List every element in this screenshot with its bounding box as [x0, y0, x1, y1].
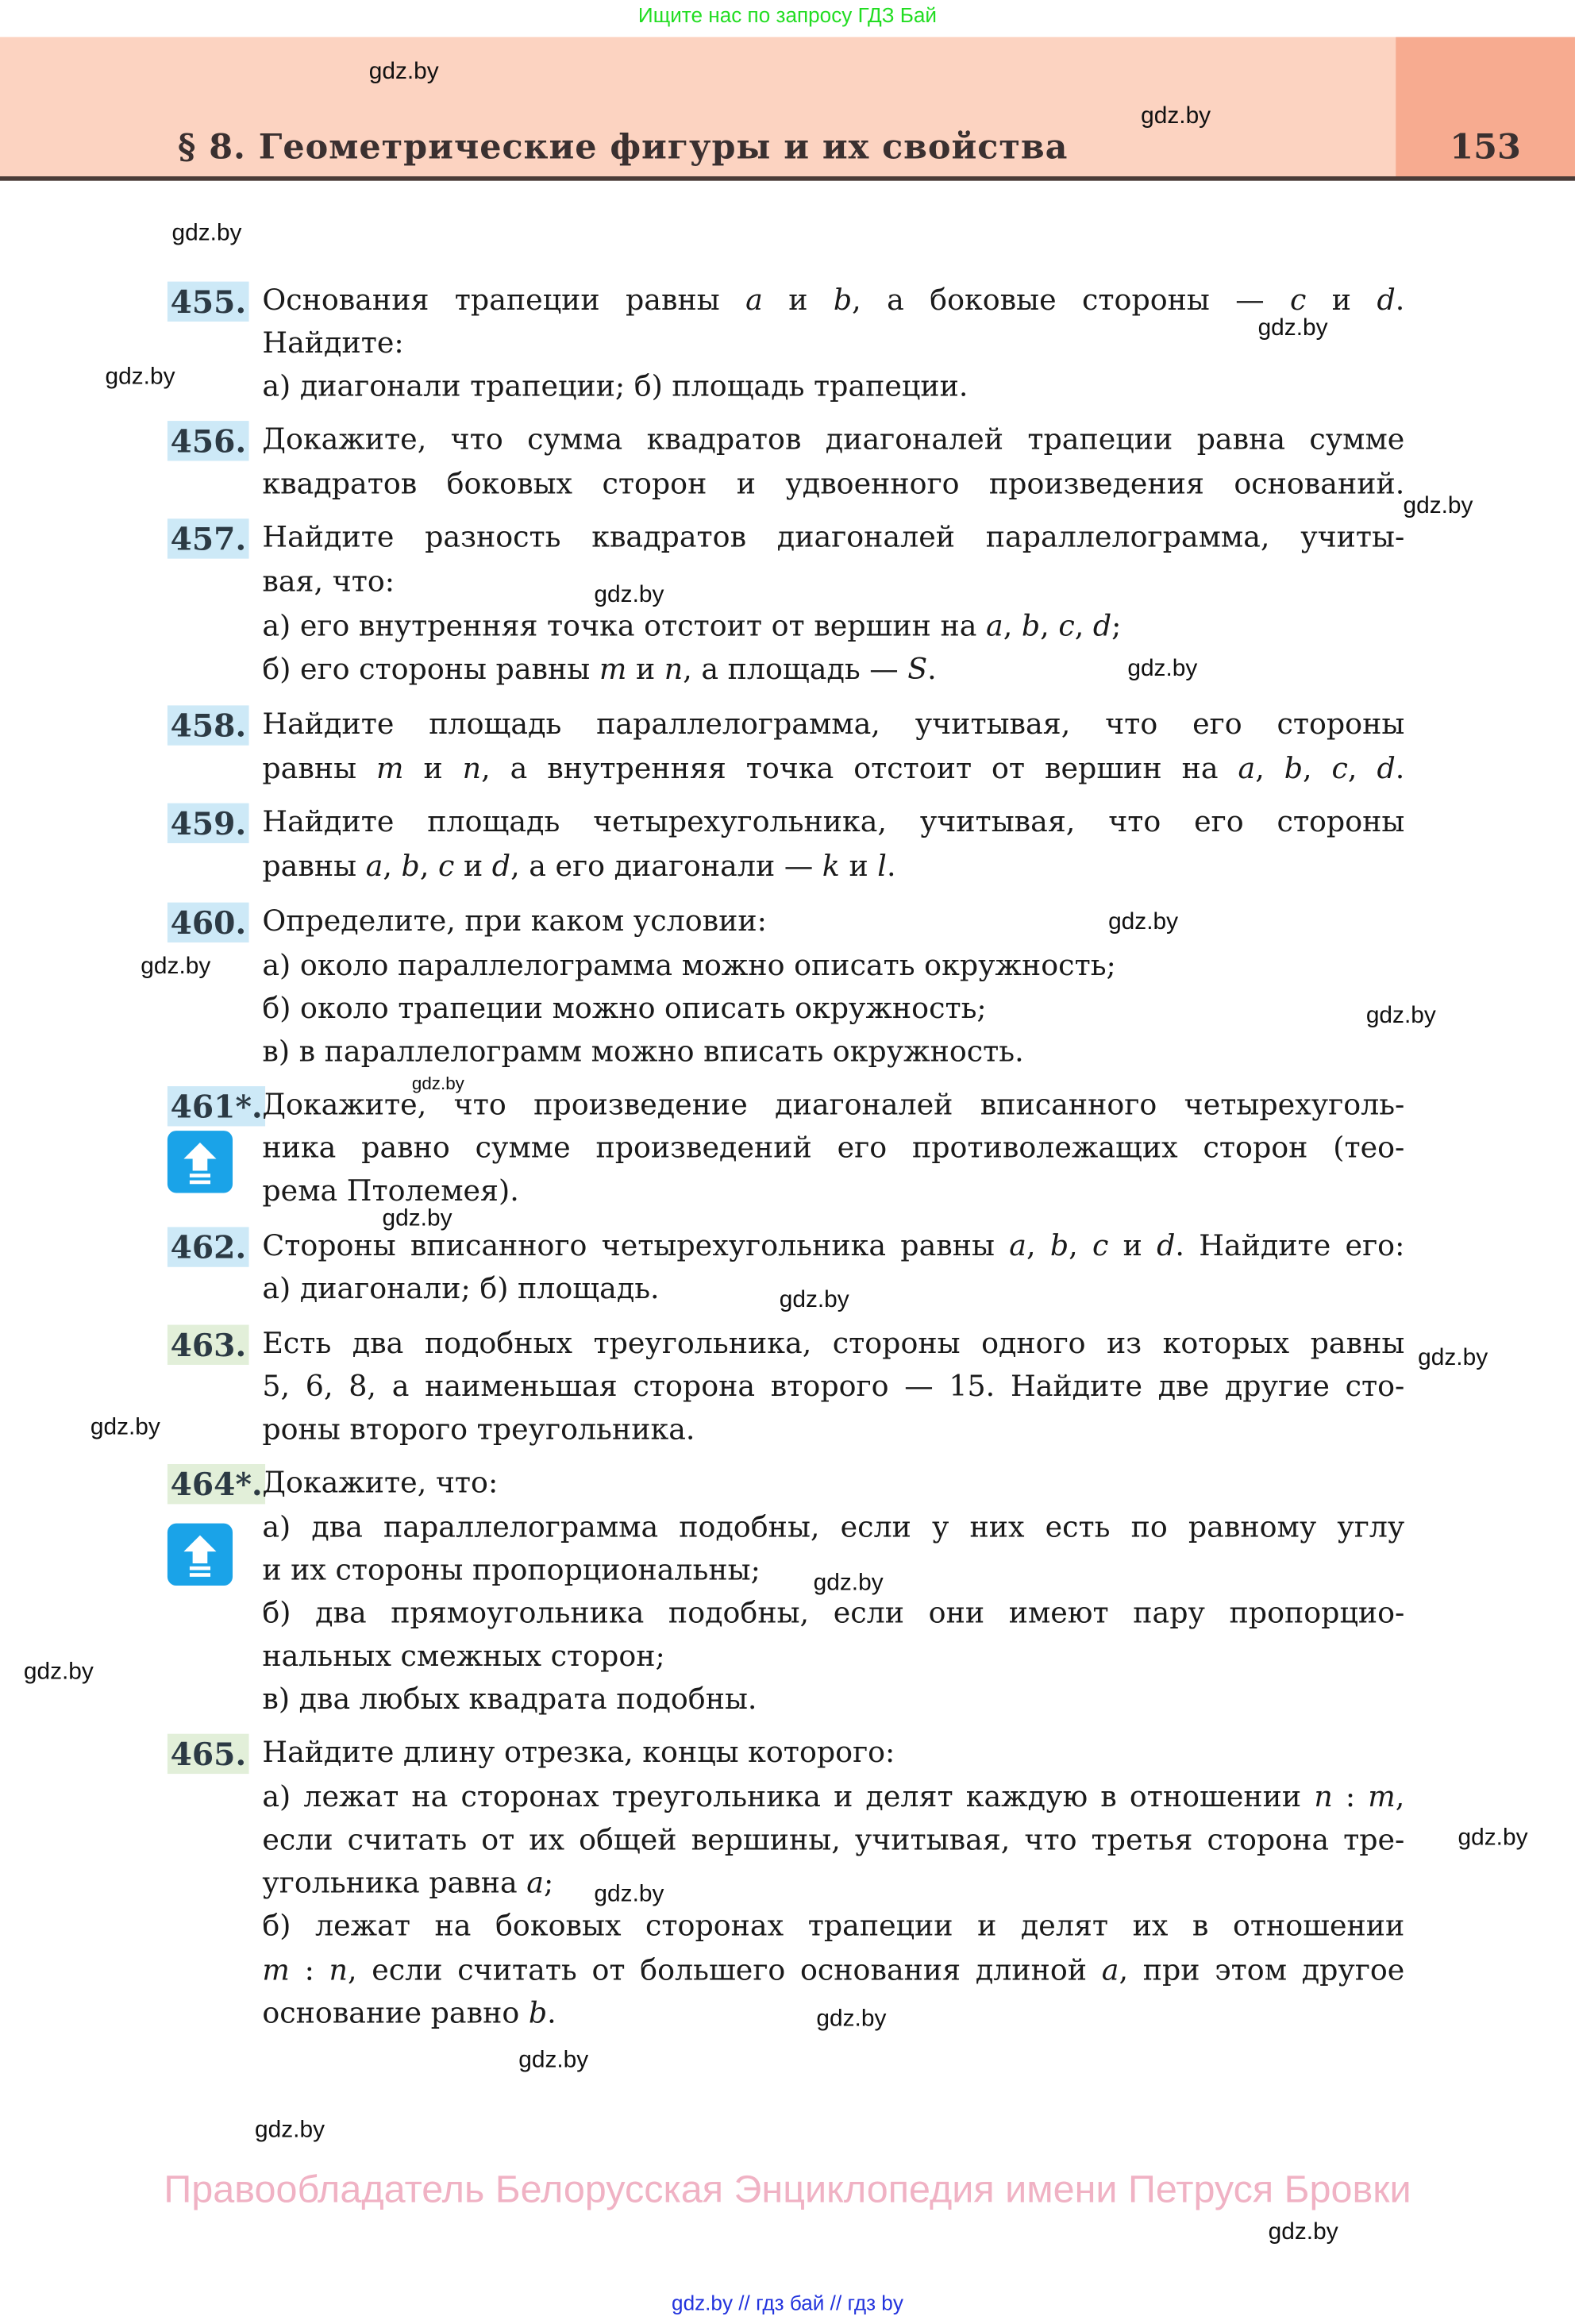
copyright-notice: Правообладатель Белорусская Энциклопедия имени Петруся Бровки: [164, 2166, 1411, 2211]
watermark: gdz.by: [382, 1206, 452, 1231]
page-number: 153: [1450, 127, 1521, 168]
problem-text-line: Найдите площадь четырехугольника, учитывая, что его стороны: [262, 804, 1405, 839]
problem-text-line: б) около трапеции можно описать окружность;: [262, 991, 987, 1026]
problem-text-line: равны a, b, c и d, а его диагонали — k и l.: [262, 849, 896, 884]
watermark: gdz.by: [1458, 1825, 1528, 1852]
problem-text-line: квадратов боковых сторон и удвоенного произведения оснований.: [262, 466, 1405, 501]
watermark: gdz.by: [1418, 1345, 1488, 1371]
problem-text-line: а) его внутренняя точка отстоит от вершин на a, b, c, d;: [262, 609, 1122, 644]
problem-text-line: б) лежат на боковых сторонах трапеции и делят их в отношении: [262, 1908, 1405, 1943]
math-variable: b: [1049, 1228, 1069, 1263]
math-variable: a: [1101, 1952, 1119, 1987]
footer-separator: //: [738, 2291, 750, 2315]
watermark: gdz.by: [411, 1073, 464, 1094]
watermark: gdz.by: [1365, 1003, 1436, 1029]
problem-text-line: m : n, если считать от большего основания длиной a, при этом другое: [262, 1952, 1405, 1987]
math-variable: d: [1377, 751, 1396, 786]
problem-text-line: а) лежат на сторонах треугольника и делят каждую в отношении n : m,: [262, 1779, 1405, 1814]
math-variable: b: [1021, 609, 1041, 644]
math-variable: n: [462, 751, 482, 786]
watermark: gdz.by: [368, 59, 439, 85]
math-variable: l: [877, 849, 887, 884]
math-variable: d: [1092, 609, 1112, 644]
problem-text-line: Есть два подобных треугольника, стороны одного из которых равны: [262, 1326, 1405, 1361]
math-variable: m: [1368, 1779, 1396, 1814]
problem-text-line: Докажите, что:: [262, 1465, 499, 1500]
problem-text-line: 5, 6, 8, а наименьшая сторона второго — 15. Найдите две другие сто-: [262, 1369, 1405, 1404]
math-variable: a: [1238, 751, 1256, 786]
math-variable: a: [526, 1865, 544, 1900]
watermark: gdz.by: [171, 221, 242, 246]
math-variable: c: [1290, 283, 1307, 318]
problem-text-line: если считать от их общей вершины, учитывая, что третья сторона тре-: [262, 1822, 1405, 1857]
problem-text-line: равны m и n, а внутренняя точка отстоит от вершин на a, b, c, d.: [262, 751, 1405, 786]
section-title: § 8. Геометрические фигуры и их свойства: [177, 127, 1069, 168]
watermark: gdz.by: [1108, 909, 1179, 935]
math-variable: b: [401, 849, 420, 884]
math-variable: d: [1377, 283, 1396, 318]
watermark: gdz.by: [1403, 493, 1473, 519]
watermark: gdz.by: [105, 364, 175, 390]
problem-text-line: Докажите, что сумма квадратов диагоналей трапеции равна сумме: [262, 422, 1405, 457]
problem-text-line: Найдите площадь параллелограмма, учитывая, что его стороны: [262, 707, 1405, 742]
problem-text-line: вая, что:: [262, 565, 395, 599]
math-variable: a: [745, 283, 763, 318]
watermark: gdz.by: [255, 2118, 325, 2143]
footer-separator: //: [830, 2291, 842, 2315]
watermark: gdz.by: [1141, 103, 1211, 129]
problem-text-line: а) два параллелограмма подобны, если у них есть по равному углу: [262, 1509, 1405, 1544]
watermark: gdz.by: [1268, 2219, 1338, 2245]
problem-number: 457.: [168, 518, 249, 558]
problem-text-line: б) два прямоугольника подобны, если они имеют пару пропорцио-: [262, 1596, 1405, 1631]
watermark: gdz.by: [90, 1415, 160, 1441]
watermark: gdz.by: [23, 1659, 94, 1686]
math-variable: d: [491, 849, 511, 884]
math-variable: m: [262, 1952, 290, 1987]
math-variable: a: [1009, 1228, 1027, 1263]
problem-text-line: а) диагонали; б) площадь.: [262, 1271, 660, 1306]
problem-number: 462.: [168, 1227, 249, 1266]
problem-text-line: Найдите разность квадратов диагоналей параллелограмма, учиты-: [262, 520, 1405, 555]
header-divider: [0, 176, 1575, 181]
math-variable: c: [1058, 609, 1075, 644]
math-variable: m: [376, 751, 404, 786]
math-variable: m: [599, 652, 627, 687]
watermark: gdz.by: [813, 1571, 884, 1597]
watermark: gdz.by: [594, 582, 664, 608]
watermark: gdz.by: [518, 2048, 589, 2074]
problem-number: 461*.: [168, 1086, 265, 1126]
problem-text-line: а) около параллелограмма можно описать окружность;: [262, 948, 1116, 983]
math-variable: c: [437, 849, 455, 884]
math-variable: S: [907, 652, 928, 687]
math-variable: c: [1331, 751, 1348, 786]
search-banner[interactable]: Ищите нас по запросу ГДЗ Бай: [637, 2, 938, 27]
problem-text-line: рема Птолемея).: [262, 1174, 519, 1208]
upload-arrow-icon[interactable]: [168, 1524, 233, 1586]
footer-link-gdz-by[interactable]: gdz.by: [672, 2291, 734, 2315]
problem-text-line: в) два любых квадрата подобны.: [262, 1682, 757, 1717]
problem-text-line: Стороны вписанного четырехугольника равны a, b, c и d. Найдите его:: [262, 1228, 1405, 1263]
problem-number: 460.: [168, 903, 249, 942]
problem-text-line: в) в параллелограмм можно вписать окружность.: [262, 1034, 1024, 1069]
upload-arrow-icon[interactable]: [168, 1131, 233, 1193]
problem-text-line: Найдите длину отрезка, концы которого:: [262, 1735, 895, 1770]
footer-link-gdz-bai[interactable]: гдз бай: [756, 2291, 825, 2315]
problem-text-line: нальных смежных сторон;: [262, 1639, 665, 1674]
problem-number: 458.: [168, 705, 249, 745]
watermark: gdz.by: [594, 1882, 664, 1908]
problem-text-line: роны второго треугольника.: [262, 1412, 695, 1447]
math-variable: b: [833, 283, 853, 318]
math-variable: n: [1314, 1779, 1333, 1814]
problem-number: 459.: [168, 804, 249, 843]
math-variable: b: [1284, 751, 1304, 786]
math-variable: n: [329, 1952, 348, 1987]
problem-text-line: основание равно b.: [262, 1996, 556, 2030]
math-variable: a: [986, 609, 1003, 644]
problem-number: 455.: [168, 282, 249, 322]
math-variable: b: [528, 1996, 548, 2030]
problem-text-line: угольника равна a;: [262, 1865, 554, 1900]
problem-text-line: Основания трапеции равны a и b, а боковые стороны — c и d.: [262, 283, 1405, 318]
math-variable: n: [664, 652, 684, 687]
problem-number: 465.: [168, 1734, 249, 1774]
math-variable: d: [1157, 1228, 1176, 1263]
problem-number: 463.: [168, 1325, 249, 1365]
problem-text-line: и их стороны пропорциональны;: [262, 1552, 761, 1587]
watermark: gdz.by: [816, 2006, 887, 2032]
watermark: gdz.by: [1127, 656, 1198, 682]
problem-text-line: Найдите:: [262, 326, 404, 360]
problem-text-line: Докажите, что произведение диагоналей вписанного четырехуголь-: [262, 1087, 1405, 1122]
watermark: gdz.by: [141, 954, 211, 980]
math-variable: k: [822, 849, 840, 884]
problem-text-line: Определите, при каком условии:: [262, 904, 767, 938]
math-variable: c: [1092, 1228, 1109, 1263]
problem-number: 464*.: [168, 1464, 265, 1504]
footer-links: [0, 2291, 1575, 2314]
problem-text-line: а) диагонали трапеции; б) площадь трапеции.: [262, 368, 968, 403]
footer-link-gdz-by-ru[interactable]: гдз by: [847, 2291, 903, 2315]
problem-text-line: ника равно сумме произведений его противолежащих сторон (тео-: [262, 1131, 1405, 1165]
problem-text-line: б) его стороны равны m и n, а площадь — S.: [262, 652, 937, 687]
watermark: gdz.by: [779, 1287, 849, 1313]
math-variable: a: [365, 849, 383, 884]
problem-number: 456.: [168, 421, 249, 461]
watermark: gdz.by: [1257, 315, 1328, 341]
